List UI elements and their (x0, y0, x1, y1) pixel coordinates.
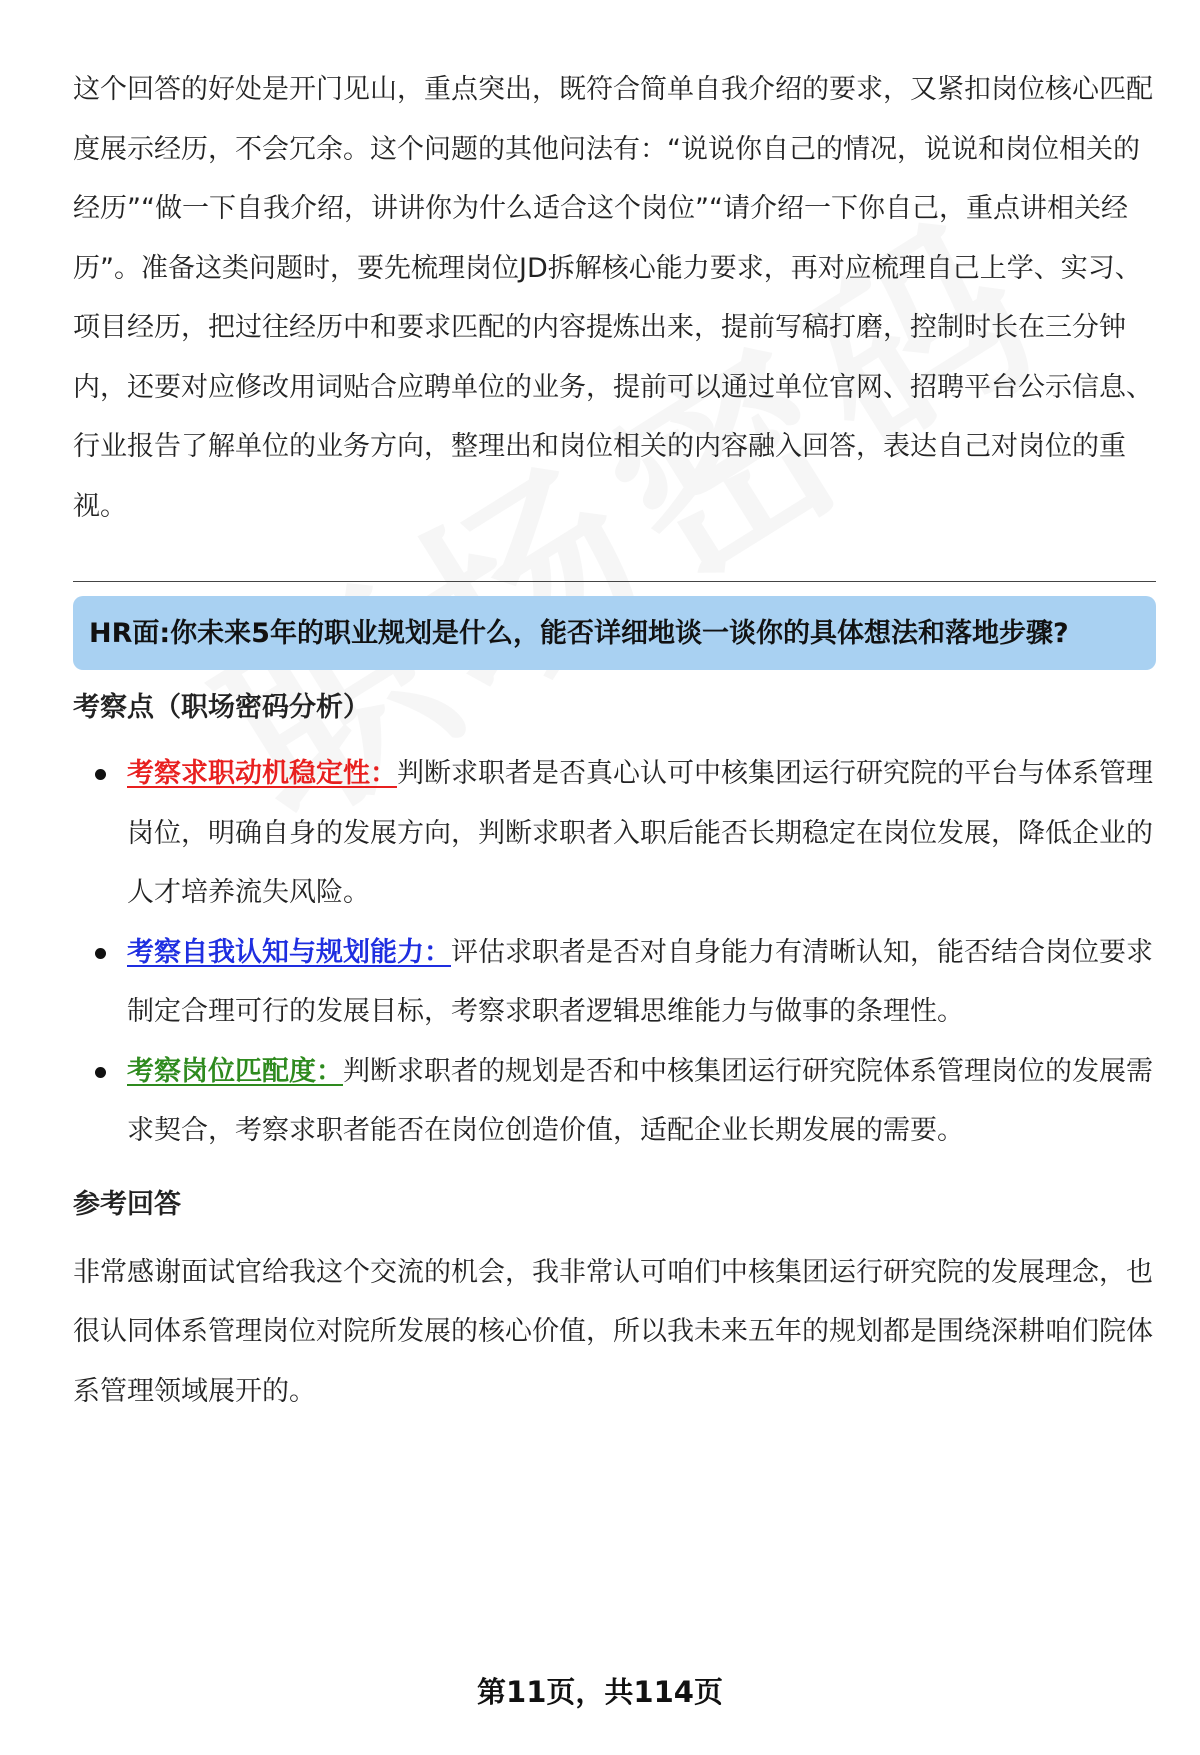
question-box: HR面:你未来5年的职业规划是什么，能否详细地谈一谈你的具体想法和落地步骤? (73, 596, 1156, 670)
bullet-icon (95, 1067, 106, 1078)
page-number: 第11页，共114页 (477, 1675, 723, 1709)
exam-points-list (73, 744, 1156, 1161)
bullet-icon (95, 769, 106, 780)
reference-paragraph: 非常感谢面试官给我这个交流的机会，我非常认可咱们中核集团运行研究院的发展理念，也很认同体系管理岗位对院所发展的核心价值，所以我未来五年的规划都是围绕深耕咱们院体系管理领域展开的。 (73, 1256, 1153, 1407)
section-divider (73, 581, 1156, 582)
exam-point-text: 判断求职者是否真心认可中核集团运行研究院的平台与体系管理岗位，明确自身的发展方向，判断求职者入职后能否长期稳定在岗位发展，降低企业的人才培养流失风险。 (127, 758, 1153, 908)
reference-heading: 参考回答 (73, 1188, 181, 1220)
exam-points-heading: 考察点（职场密码分析） (73, 692, 370, 723)
intro-paragraph: 这个回答的好处是开门见山，重点突出，既符合简单自我介绍的要求，又紧扣岗位核心匹配度展示经历，不会冗余。这个问题的其他问法有：“说说你自己的情况，说说和岗位相关的经历”“做一下自我介绍，讲讲你为什么适合这个岗位”“请介绍一下你自己，重点讲相关经历”。准备这类问题时，要先梳理岗位JD拆解核心能力要求，再对应梳理自己上学、实习、项目经历，把过往经历中和要求匹配的内容提炼出来，提前写稿打磨，控制时长在三分钟内，还要对应修改用词贴合应聘单位的业务，提前可以通过单位官网、招聘平台公示信息、行业报告了解单位的业务方向，整理出和岗位相关的内容融入回答，表达自己对岗位的重视。 (73, 74, 1153, 522)
page-content (73, 60, 1156, 1421)
bullet-icon (95, 948, 106, 959)
exam-point-keyword: 考察求职动机稳定性： (127, 758, 397, 789)
exam-point-item (127, 923, 1156, 1042)
exam-point-item (127, 744, 1156, 923)
exam-point-item (127, 1042, 1156, 1161)
exam-point-keyword: 考察岗位匹配度： (127, 1055, 343, 1087)
exam-point-text: 评估求职者是否对自身能力有清晰认知，能否结合岗位要求制定合理可行的发展目标，考察求职者逻辑思维能力与做事的条理性。 (127, 936, 1153, 1027)
exam-point-keyword: 考察自我认知与规划能力： (127, 936, 451, 968)
exam-point-text: 判断求职者的规划是否和中核集团运行研究院体系管理岗位的发展需求契合，考察求职者能否在岗位创造价值，适配企业长期发展的需要。 (127, 1055, 1153, 1146)
